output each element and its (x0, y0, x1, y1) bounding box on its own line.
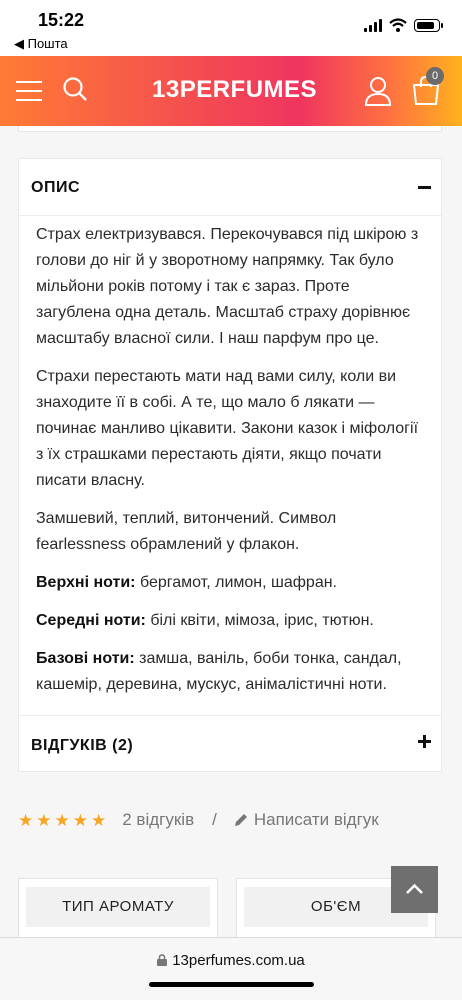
expand-icon[interactable] (418, 735, 431, 748)
reviews-section[interactable] (18, 715, 442, 772)
star-icon: ★ (36, 810, 52, 830)
base-notes-value: замша, ваніль, боби тонка, сандал, кашемір, деревина, мускус, анімалістичні ноти. (36, 650, 402, 693)
star-icon: ★ (91, 810, 107, 830)
status-time: 15:22 (38, 10, 85, 30)
top-notes (36, 570, 427, 596)
collapse-icon[interactable] (418, 186, 431, 189)
reviews-count-link[interactable]: 2 відгуків (122, 810, 195, 829)
menu-icon[interactable] (16, 81, 42, 101)
base-notes-label: Базові ноти: (36, 650, 135, 667)
previous-card-edge (18, 126, 442, 132)
base-notes (36, 646, 427, 698)
description-header[interactable] (19, 159, 441, 216)
description-paragraph: Замшевий, теплий, витончений. Символ fearlessness обрамлений у флакон. (36, 510, 337, 553)
system-icons (364, 18, 440, 32)
separator: / (212, 810, 217, 829)
star-icon: ★ (18, 810, 34, 830)
top-notes-value: бергамот, лимон, шафран. (135, 574, 337, 591)
user-icon[interactable] (364, 76, 392, 106)
description-paragraph: Страхи перестають мати над вами силу, коли ви знаходите її в собі. А те, що мало б лякати — починає манливо цікавити. Закони казок і міфології з їх страшками перестають діяти, якщо почати писати власну. (36, 368, 419, 489)
battery-icon (414, 19, 440, 32)
site-header (0, 56, 462, 126)
description-body (19, 216, 441, 698)
search-icon[interactable] (62, 76, 88, 102)
scroll-to-top-button[interactable] (391, 866, 438, 913)
volume-button[interactable]: ОБ'ЄМ (244, 887, 428, 927)
middle-notes-value: білі квіти, мімоза, ірис, тютюн. (145, 612, 374, 629)
home-indicator (149, 982, 314, 987)
middle-notes-label: Середні ноти: (36, 612, 146, 629)
description-paragraph: Страх електризувався. Перекочувався під шкірою з голови до ніг й у зворотному напрямку. Так було мільйони років потому і так є зараз. Проте загублена одна деталь. Масштаб страху дорівнює масштабу власної сили. І наш парфум про це. (36, 226, 419, 347)
star-rating (18, 812, 106, 829)
write-review-link[interactable]: Написати відгук (253, 810, 379, 829)
description-section (18, 158, 442, 772)
pencil-icon[interactable] (233, 812, 249, 828)
wifi-icon (389, 18, 407, 32)
star-icon: ★ (72, 810, 88, 830)
cart-count-badge[interactable]: 0 (426, 67, 444, 85)
browser-url-bar (0, 937, 462, 1000)
reviews-title: ВІДГУКІВ (2) (31, 737, 134, 754)
rating-row (18, 809, 379, 831)
back-to-mail-link[interactable]: ◀ Пошта (14, 36, 68, 51)
site-logo[interactable]: 13PERFUMES (152, 76, 318, 103)
middle-notes (36, 608, 427, 634)
lock-icon (157, 954, 167, 966)
top-notes-label: Верхні ноти: (36, 574, 136, 591)
chevron-up-icon (391, 866, 438, 913)
star-icon: ★ (54, 810, 70, 830)
url-display[interactable] (0, 952, 462, 969)
signal-icon (364, 18, 382, 32)
url-text: 13perfumes.com.ua (172, 952, 305, 969)
description-title: ОПИС (31, 179, 80, 196)
aroma-type-button[interactable]: ТИП АРОМАТУ (26, 887, 210, 927)
status-bar (0, 0, 462, 56)
